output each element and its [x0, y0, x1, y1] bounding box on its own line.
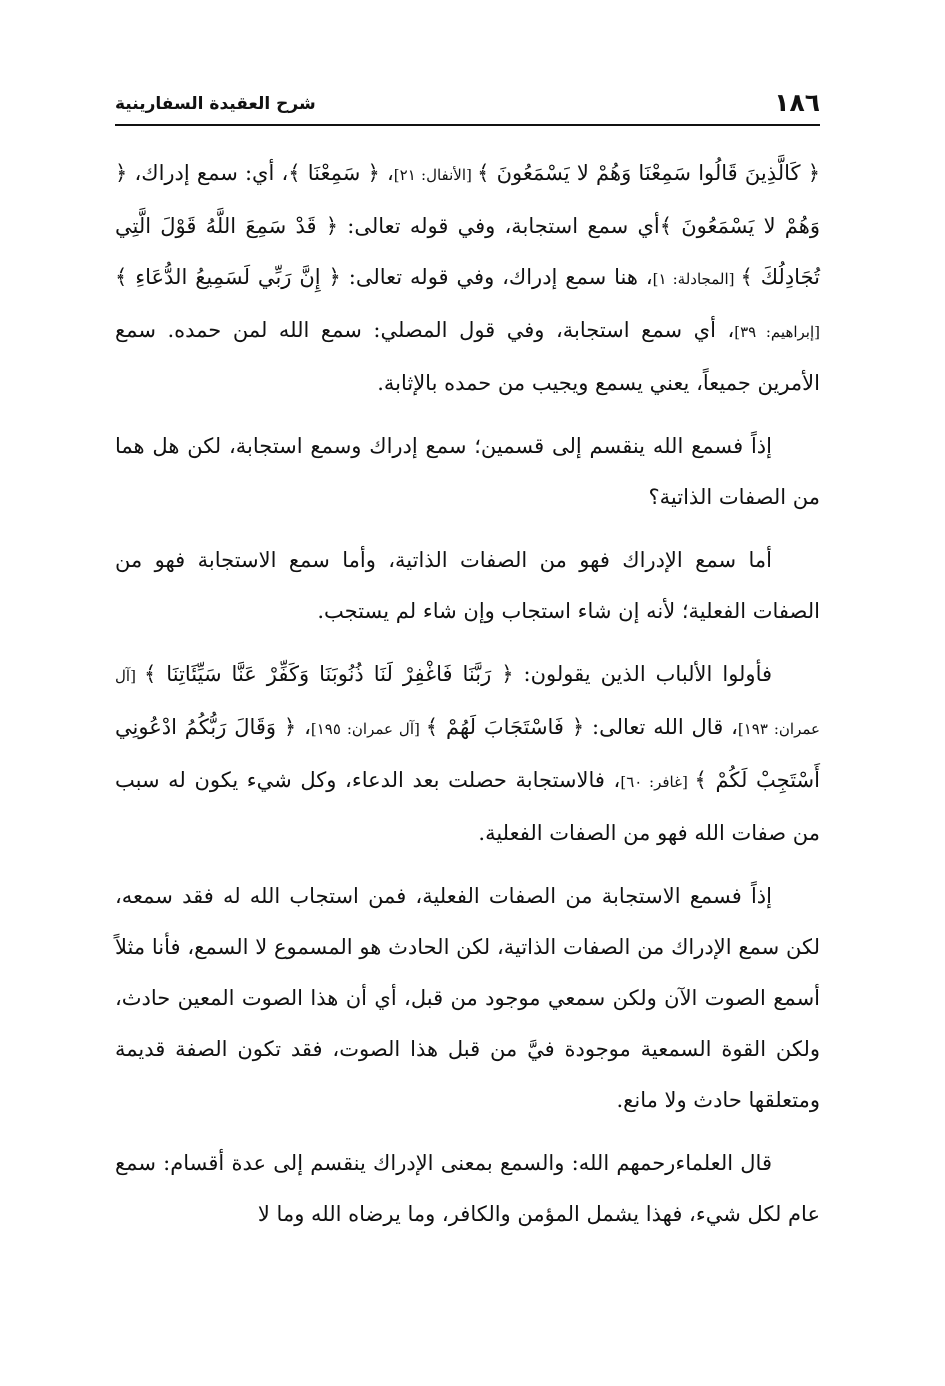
text-run: ، فالاستجابة حصلت بعد الدعاء، وكل شيء يكون له سبب من صفات الله فهو من الصفات الفعلية.	[115, 768, 820, 845]
text-run: قال العلماءرحمهم الله: والسمع بمعنى الإدراك ينقسم إلى عدة أقسام: سمع عام لكل شيء، فهذا يشمل المؤمن والكافر، وما يرضاه الله وما لا	[115, 1151, 820, 1226]
quran-quote: ﴿ وَهُمْ لا يَسْمَعُونَ ﴾	[115, 161, 820, 238]
quran-quote: ﴿ سَمِعْنَا ﴾	[288, 161, 380, 185]
running-header	[115, 88, 820, 122]
paragraph-3	[115, 535, 820, 637]
text-run: ،	[379, 161, 394, 185]
paragraph-6	[115, 1138, 820, 1240]
quran-quote: ﴿ كَالَّذِينَ قَالُوا سَمِعْنَا وَهُمْ لا يَسْمَعُونَ ﴾	[477, 161, 820, 185]
quran-quote: ﴿ قَدْ سَمِعَ اللَّهُ قَوْلَ الَّتِي تُجَادِلُكَ ﴾	[115, 214, 820, 289]
quran-quote: ﴿ إِنَّ رَبِّي لَسَمِيعُ الدُّعَاءِ ﴾	[115, 265, 341, 289]
paragraph-4	[115, 649, 820, 859]
text-run: أي سمع استجابة، وفي قوله تعالى:	[338, 214, 660, 238]
verse-reference: [الأنفال: ٢١]	[393, 166, 478, 184]
text-run: ، أي: سمع إدراك،	[127, 161, 289, 185]
paragraph-5	[115, 871, 820, 1126]
text-run: ، هنا سمع إدراك، وفي قوله تعالى:	[340, 265, 653, 289]
verse-reference: [غافر: ٦٠]	[620, 773, 695, 791]
verse-reference: [آل عمران: ١٩٥]	[310, 720, 426, 738]
paragraph-2	[115, 421, 820, 523]
verse-reference: [المجادلة: ١]	[652, 270, 741, 288]
quran-quote: ﴿ وَقَالَ رَبُّكُمُ ادْعُونِي أَسْتَجِبْ لَكُمْ ﴾	[115, 715, 820, 792]
body-text	[115, 148, 820, 1252]
text-run: ، قال الله تعالى:	[584, 715, 738, 739]
text-run: فأولوا الألباب الذين يقولون:	[513, 662, 773, 686]
text-run: ، أي سمع استجابة، وفي قول المصلي: سمع الله لمن حمده. سمع الأمرين جميعاً، يعني يسمع ويجيب من حمده بالإثابة.	[115, 318, 820, 395]
verse-reference: [إبراهيم: ٣٩]	[734, 323, 820, 341]
text-run: إذاً فسمع الاستجابة من الصفات الفعلية، فمن استجاب الله له فقد سمعه، لكن سمع الإدراك من الصفات الذاتية، لكن الحادث هو المسموع لا السمع، فأنا مثلاً أسمع الصوت الآن ولكن سمعي موجود من قبل، أي أن هذا الصوت المعين حادث، ولكن القوة السمعية موجودة فيَّ من قبل هذا الصوت، فقد تكون الصفة قديمة ومتعلقها حادث ولا مانع.	[115, 884, 820, 1112]
quran-quote: ﴿ رَبَّنَا فَاغْفِرْ لَنَا ذُنُوبَنَا وَكَفِّرْ عَنَّا سَيِّئَاتِنَا ﴾	[144, 662, 514, 686]
text-run: ،	[296, 715, 311, 739]
text-run: أما سمع الإدراك فهو من الصفات الذاتية، وأما سمع الاستجابة فهو من الصفات الفعلية؛ لأنه إن شاء استجاب وإن شاء لم يستجب.	[115, 548, 820, 623]
header-divider	[115, 124, 820, 126]
page-number: ١٨٦	[774, 88, 820, 117]
text-run: إذاً فسمع الله ينقسم إلى قسمين؛ سمع إدراك وسمع استجابة، لكن هل هما من الصفات الذاتية؟	[115, 434, 820, 509]
book-title: شرح العقيدة السفارينية	[115, 94, 316, 114]
paragraph-1	[115, 148, 820, 409]
verse-reference: [آل عمران: ١٩٣]	[115, 667, 820, 738]
quran-quote: ﴿ فَاسْتَجَابَ لَهُمْ ﴾	[425, 715, 585, 739]
